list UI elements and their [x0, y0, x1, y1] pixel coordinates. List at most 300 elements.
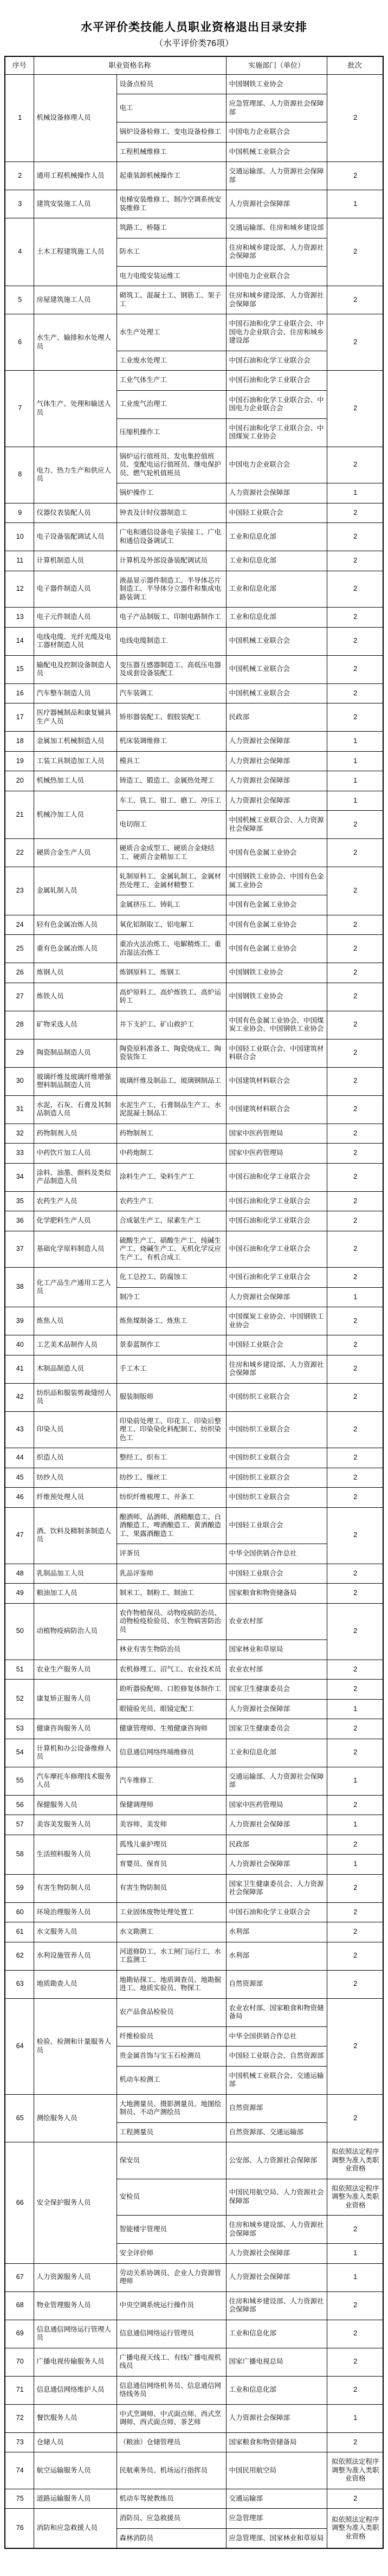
category-cell: 矿物采选人员	[34, 1011, 117, 1039]
row-number-cell: 71	[5, 2376, 34, 2404]
batch-cell: 2	[327, 314, 383, 371]
department-cell: 中国纺织工业联合会	[226, 1488, 327, 1508]
jobs-cell: 硫酸生产工、硝酸生产工、纯碱生产工、烧碱生产工、无机化学反应生产工、有机合成工	[117, 1231, 226, 1268]
category-cell: 玻璃纤维及玻璃纤维增强塑料制品制造人员	[34, 1067, 117, 1095]
table-row	[5, 1383, 383, 1411]
table-row	[5, 2489, 383, 2509]
row-number-cell: 44	[5, 1448, 34, 1468]
jobs-cell: 广电和通信设备电子装接工、广电和通信设备调试工	[117, 523, 226, 551]
table-row	[5, 1564, 383, 1584]
batch-cell: 1	[327, 791, 383, 811]
department-cell: 工业和信息化部	[226, 1739, 327, 1767]
jobs-cell: 机动车检测工	[117, 2066, 226, 2094]
jobs-cell: 防水工	[117, 238, 226, 266]
jobs-cell: 中药炮制工	[117, 1144, 226, 1164]
table-row	[5, 1335, 383, 1355]
jobs-cell: 重冶火法冶炼工、电解精炼工、重冶湿法冶炼工	[117, 935, 226, 963]
jobs-cell: 工业废气治理工	[117, 390, 226, 418]
jobs-cell: 工程测量员	[117, 2122, 226, 2142]
department-cell: 中国轻工业联合会、自然资源部	[226, 2046, 327, 2067]
department-cell: 国家卫生健康委员会	[226, 1680, 327, 1700]
table-row	[5, 2320, 383, 2348]
department-cell: 应急管理部、国家林业和草原局	[226, 2528, 327, 2548]
table-row	[5, 503, 383, 523]
batch-cell: 2	[327, 867, 383, 915]
table-row	[5, 1942, 383, 1970]
batch-cell: 2	[327, 1448, 383, 1468]
jobs-cell: 计算机及外部设备装配调试员	[117, 551, 226, 571]
row-number-cell: 76	[5, 2509, 34, 2549]
table-row	[5, 2094, 383, 2122]
batch-cell: 2	[327, 503, 383, 523]
table-row	[5, 2376, 383, 2404]
department-cell: 中国建筑材料联合会	[226, 1095, 327, 1124]
batch-cell: 2	[327, 983, 383, 1011]
category-cell: 炼铁人员	[34, 983, 117, 1011]
batch-cell: 2	[327, 1603, 383, 1660]
row-number-cell: 65	[5, 2094, 34, 2142]
jobs-cell: 高炉原料工、高炉炼铁工、高炉运转工	[117, 983, 226, 1011]
row-number-cell: 73	[5, 2432, 34, 2452]
jobs-cell: 水生产处理工	[117, 314, 226, 351]
table-row	[5, 2509, 383, 2529]
row-number-cell: 53	[5, 1719, 34, 1739]
table-row	[5, 627, 383, 655]
jobs-cell: 硬质合金成型工、硬质合金烧结工、硬质合金精加工工	[117, 839, 226, 867]
department-cell: 中国民用航空局、人力资源社会保障部	[226, 2179, 327, 2216]
jobs-cell: 制米工、制粉工、制油工	[117, 1584, 226, 1604]
category-cell: 机械冷加工人员	[34, 791, 117, 839]
batch-cell: 拟依照法定程序调整为准入类职业资格	[327, 2179, 383, 2216]
department-cell: 交通运输部、人力资源社会保障部	[226, 162, 327, 190]
batch-cell: 拟依照法定程序调整为准入类职业资格	[327, 2509, 383, 2549]
batch-cell: 2	[327, 1584, 383, 1604]
row-number-cell: 3	[5, 190, 34, 218]
jobs-cell: 服装制版师	[117, 1383, 226, 1411]
row-number-cell: 19	[5, 751, 34, 771]
jobs-cell: 电工	[117, 94, 226, 122]
row-number-cell: 12	[5, 571, 34, 608]
batch-cell: 2	[327, 1922, 383, 1942]
department-cell: 民政部	[226, 1835, 327, 1855]
department-cell: 中国轻工业联合会	[226, 1564, 327, 1584]
jobs-cell: 水泥生产工、石膏制品生产工、水泥混凝土制品工	[117, 1095, 226, 1124]
department-cell: 住房和城乡建设部、人力资源社会保障部	[226, 2216, 327, 2244]
table-row	[5, 915, 383, 935]
row-number-cell: 22	[5, 839, 34, 867]
category-cell: 炼焦人员	[34, 1307, 117, 1335]
jobs-cell: 变压器互感器制造工、高低压电器及成套设备装配工	[117, 655, 226, 683]
jobs-cell: 广播电视天线工、有线广播电视机线员	[117, 2348, 226, 2376]
category-cell: 基础化学原料制造人员	[34, 1231, 117, 1268]
row-number-cell: 4	[5, 218, 34, 286]
jobs-cell: 农机修理工、沼气工、农业技术员	[117, 1660, 226, 1680]
department-cell: 中国有色金属工业协会	[226, 935, 327, 963]
category-cell: 乳制品加工人员	[34, 1564, 117, 1584]
jobs-cell: 信息通信网络运行管理员	[117, 2320, 226, 2348]
jobs-cell: 金属挤压工、铸轧工	[117, 895, 226, 915]
jobs-cell: 压缩机操作工	[117, 418, 226, 447]
jobs-cell: 井下支护工、矿山救护工	[117, 1011, 226, 1039]
batch-cell: 2	[327, 1268, 383, 1288]
table-row	[5, 1124, 383, 1144]
department-cell: 国家卫生健康委员会	[226, 1719, 327, 1739]
batch-cell: 2	[327, 74, 383, 162]
batch-cell: 2	[327, 608, 383, 628]
batch-cell: 2	[327, 1124, 383, 1144]
category-cell: 水利设施管养人员	[34, 1942, 117, 1970]
batch-cell: 2	[327, 1680, 383, 1700]
table-row	[5, 1767, 383, 1795]
batch-cell: 2	[327, 1211, 383, 1231]
jobs-cell: 农作物植保员、动物疫病防治员、动物检疫检验员、水生物病害防治员	[117, 1603, 226, 1640]
category-cell: 计算机和办公设备维修人员	[34, 1739, 117, 1767]
row-number-cell: 58	[5, 1835, 34, 1874]
category-cell: 安全保护服务人员	[34, 2142, 117, 2264]
category-cell: 汽车整车制造人员	[34, 683, 117, 703]
table-row	[5, 1719, 383, 1739]
table-row	[5, 839, 383, 867]
category-cell: 航空运输服务人员	[34, 2452, 117, 2489]
category-cell: 信息通信网络维护人员	[34, 2376, 117, 2404]
table-row	[5, 1922, 383, 1942]
table-row	[5, 314, 383, 351]
category-cell: 土木工程建筑施工人员	[34, 218, 117, 286]
row-number-cell: 7	[5, 371, 34, 447]
table-row	[5, 1815, 383, 1835]
table-row	[5, 2404, 383, 2432]
jobs-cell: （粮油）仓储管理员	[117, 2432, 226, 2452]
category-cell: 纺织品和服装剪裁缝纫人员	[34, 1383, 117, 1411]
table-row	[5, 2452, 383, 2489]
department-cell: 人力资源社会保障部	[226, 1815, 327, 1835]
department-cell: 自然资源部	[226, 1970, 327, 1998]
qualification-table	[4, 56, 384, 2549]
jobs-cell: 地勘钻探工、地质调查员、地勘掘进工、地质实验员、物探工	[117, 1970, 226, 1998]
batch-cell: 1	[327, 1699, 383, 1719]
row-number-cell: 14	[5, 627, 34, 655]
table-header-row	[5, 56, 383, 74]
batch-cell: 2	[327, 935, 383, 963]
category-cell: 陶瓷制品制造人员	[34, 1039, 117, 1067]
jobs-cell: 中式烹调师、中式面点师、西式烹调师、西式面点师、茶艺师	[117, 2404, 226, 2432]
department-cell: 中国石油和化学工业联合会、中国煤炭工业协会	[226, 418, 327, 447]
header-department: 实施部门（单位）	[226, 56, 327, 74]
jobs-cell: 轧制原料工、金属轧制工、金属材热处理工、金属材精整工	[117, 867, 226, 895]
jobs-cell: 工业气体生产工	[117, 371, 226, 391]
row-number-cell: 39	[5, 1307, 34, 1335]
department-cell: 中国电力企业联合会	[226, 447, 327, 483]
table-row	[5, 2291, 383, 2320]
batch-cell: 2	[327, 1191, 383, 1211]
row-number-cell: 42	[5, 1383, 34, 1411]
category-cell: 医疗器械制品和康复辅具生产人员	[34, 703, 117, 732]
jobs-cell: 河道修防工、水工闸门运行工、水工监测工	[117, 1942, 226, 1970]
page-subtitle: （水平评价类76项）	[154, 39, 234, 48]
category-cell: 炼钢人员	[34, 963, 117, 983]
row-number-cell: 56	[5, 1795, 34, 1815]
row-number-cell: 26	[5, 963, 34, 983]
department-cell: 国家卫生健康委员会、人力资源社会保障部	[226, 1874, 327, 1902]
batch-cell: 2	[327, 1307, 383, 1335]
category-cell: 电子元件制造人员	[34, 608, 117, 628]
row-number-cell: 23	[5, 867, 34, 915]
batch-cell: 2	[327, 1998, 383, 2094]
category-cell: 汽车摩托车修理技术服务人员	[34, 1767, 117, 1795]
table-row	[5, 2263, 383, 2291]
page-title: 水平评价类技能人员职业资格退出目录安排	[81, 21, 307, 34]
batch-cell: 1	[327, 1855, 383, 1875]
row-number-cell: 72	[5, 2404, 34, 2432]
jobs-cell: 铸造工、锻造工、金属热处理工	[117, 771, 226, 791]
batch-cell: 2	[327, 551, 383, 571]
jobs-cell: 手工木工	[117, 1355, 226, 1383]
table-header	[5, 56, 383, 74]
batch-cell: 2	[327, 683, 383, 703]
batch-cell: 1	[327, 190, 383, 218]
row-number-cell: 20	[5, 771, 34, 791]
row-number-cell: 24	[5, 915, 34, 935]
category-cell: 道路运输服务人员	[34, 2489, 117, 2509]
category-cell: 保健服务人员	[34, 1795, 117, 1815]
category-cell: 动植物疫病防治人员	[34, 1603, 117, 1660]
jobs-cell: 起重装卸机械操作工	[117, 162, 226, 190]
department-cell: 中国钢铁工业协会	[226, 74, 327, 94]
category-cell: 涂料、油墨、颜料及类似产品制造人员	[34, 1163, 117, 1191]
category-cell: 建筑安装施工人员	[34, 190, 117, 218]
table-row	[5, 1231, 383, 1268]
table-row	[5, 935, 383, 963]
jobs-cell: 模具工	[117, 751, 226, 771]
jobs-cell: 劳动关系协调员、企业人力资源管理师	[117, 2263, 226, 2291]
category-cell: 消防和应急救援人员	[34, 2509, 117, 2549]
category-cell: 输配电及控制设备制造人员	[34, 655, 117, 683]
jobs-cell: 安检员	[117, 2179, 226, 2216]
table-row	[5, 1191, 383, 1211]
jobs-cell: 林业有害生物防治员	[117, 1640, 226, 1660]
jobs-cell: 保健调理师	[117, 1795, 226, 1815]
batch-cell: 2	[327, 2216, 383, 2244]
category-cell: 康复矫正服务人员	[34, 1680, 117, 1719]
category-cell: 纤维预处理人员	[34, 1488, 117, 1508]
department-cell: 中国煤炭工业协会、中国钢铁工业协会	[226, 1307, 327, 1335]
category-cell: 工装工具制造加工人员	[34, 751, 117, 771]
table-row	[5, 1268, 383, 1288]
department-cell: 人力资源社会保障部	[226, 2244, 327, 2264]
batch-cell: 2	[327, 811, 383, 839]
jobs-cell: 合成氨生产工、尿素生产工	[117, 1211, 226, 1231]
jobs-cell: 化工总控工、防腐蚀工	[117, 1268, 226, 1288]
table-row	[5, 1660, 383, 1680]
department-cell: 工业和信息化部	[226, 523, 327, 551]
batch-cell: 2	[327, 286, 383, 314]
department-cell: 中国民用航空局	[226, 2452, 327, 2489]
batch-cell: 2	[327, 1660, 383, 1680]
jobs-cell: 农产品食品检验员	[117, 1998, 226, 2026]
department-cell: 国家中医药管理局	[226, 1795, 327, 1815]
jobs-cell: 纺织纤维梳理工、并条工	[117, 1488, 226, 1508]
batch-cell: 2	[327, 1011, 383, 1039]
row-number-cell: 75	[5, 2489, 34, 2509]
category-cell: 水生产、输排和水处理人员	[34, 314, 117, 371]
jobs-cell: 景泰蓝制作工	[117, 1335, 226, 1355]
table-row	[5, 571, 383, 608]
table-row	[5, 551, 383, 571]
jobs-cell: 电子产品制版工、印制电路制作工	[117, 608, 226, 628]
category-cell: 电力、热力生产和供应人员	[34, 447, 117, 503]
jobs-cell: 锅炉操作工	[117, 483, 226, 503]
batch-cell: 1	[327, 483, 383, 503]
batch-cell: 2	[327, 655, 383, 683]
jobs-cell: 炼钢原料工、炼钢工	[117, 963, 226, 983]
jobs-cell: 电梯安装维修工、制冷空调系统安装维修工	[117, 190, 226, 218]
department-cell: 交通运输部、人力资源社会保障部	[226, 1767, 327, 1795]
table-row	[5, 1874, 383, 1902]
category-cell: 木制品制造人员	[34, 1355, 117, 1383]
department-cell: 人力资源社会保障部	[226, 2404, 327, 2432]
row-number-cell: 2	[5, 162, 34, 190]
jobs-cell: 液晶显示器件制造工、半导体芯片制造工、半导体分立器件和集成电路装调工	[117, 571, 226, 608]
batch-cell: 2	[327, 447, 383, 483]
category-cell: 地质勘查人员	[34, 1970, 117, 1998]
row-number-cell: 55	[5, 1767, 34, 1795]
jobs-cell: 锅炉设备检修工、变电设备检修工	[117, 122, 226, 143]
batch-cell: 2	[327, 1795, 383, 1815]
category-cell: 物业管理服务人员	[34, 2291, 117, 2320]
batch-cell: 2	[327, 1564, 383, 1584]
jobs-cell: 乳品评鉴师	[117, 1564, 226, 1584]
department-cell: 交通运输部、住房和城乡建设部	[226, 218, 327, 238]
batch-cell: 1	[327, 1815, 383, 1835]
category-cell: 房屋建筑施工人员	[34, 286, 117, 314]
row-number-cell: 47	[5, 1507, 34, 1564]
department-cell: 中国石油和化学工业联合会	[226, 1231, 327, 1268]
batch-cell: 2	[327, 1507, 383, 1564]
batch-cell: 2	[327, 2320, 383, 2348]
department-cell: 中国纺织工业联合会	[226, 1383, 327, 1411]
row-number-cell: 21	[5, 791, 34, 839]
department-cell: 中国石油和化学工业联合会	[226, 1268, 327, 1288]
table-row	[5, 1584, 383, 1604]
table-row	[5, 523, 383, 551]
row-number-cell: 67	[5, 2263, 34, 2291]
jobs-cell: 工业固体废物处理处置工	[117, 1902, 226, 1922]
table-row	[5, 1970, 383, 1998]
row-number-cell: 60	[5, 1902, 34, 1922]
row-number-cell: 61	[5, 1922, 34, 1942]
jobs-cell: 砌筑工、混凝土工、钢筋工、架子工	[117, 286, 226, 314]
category-cell: 餐饮服务人员	[34, 2404, 117, 2432]
department-cell: 交通运输部	[226, 2489, 327, 2509]
table-row	[5, 963, 383, 983]
jobs-cell: 玻璃纤维及制品工、玻璃钢制品工	[117, 1067, 226, 1095]
department-cell: 中国轻工业联合会	[226, 503, 327, 523]
category-cell: 中药饮片加工人员	[34, 1144, 117, 1164]
batch-cell: 1	[327, 2244, 383, 2264]
jobs-cell: 保安员	[117, 2142, 226, 2179]
department-cell: 公安部、人力资源社会保障部	[226, 2142, 327, 2179]
category-cell: 有害生物防制人员	[34, 1874, 117, 1902]
department-cell: 住房和城乡建设部、人力资源社会保障部	[226, 2291, 327, 2320]
department-cell: 中国有色金属工业协会、中国煤炭工业协会、中国钢铁工业协会	[226, 1011, 327, 1039]
jobs-cell: 健康管理师、生殖健康咨询师	[117, 1719, 226, 1739]
category-cell: 电子器件制造人员	[34, 571, 117, 608]
department-cell: 中国石油和化学工业联合会	[226, 351, 327, 371]
jobs-cell: 电切削工	[117, 811, 226, 839]
batch-cell: 1	[327, 2263, 383, 2291]
jobs-cell: 森林消防员	[117, 2528, 226, 2548]
category-cell: 电线电缆、光纤光缆及电工器材制造人员	[34, 627, 117, 655]
batch-cell: 2	[327, 1067, 383, 1095]
table-row	[5, 190, 383, 218]
table-row	[5, 1795, 383, 1815]
department-cell: 中国纺织工业联合会	[226, 1448, 327, 1468]
department-cell: 中国纺织工业联合会	[226, 1411, 327, 1448]
category-cell: 金属轧制人员	[34, 867, 117, 915]
jobs-cell: 氧化铝制取工、铝电解工	[117, 915, 226, 935]
batch-cell: 2	[327, 1835, 383, 1855]
category-cell: 生活照料服务人员	[34, 1835, 117, 1874]
department-cell: 国家中医药管理局	[226, 1144, 327, 1164]
table-row	[5, 1067, 383, 1095]
jobs-cell: 评茶员	[117, 1544, 226, 1564]
jobs-cell: 药物制剂工	[117, 1124, 226, 1144]
batch-cell: 2	[327, 963, 383, 983]
department-cell: 中国有色金属工业协会	[226, 915, 327, 935]
row-number-cell: 28	[5, 1011, 34, 1039]
jobs-cell: 大地测量员、摄影测量员、地图绘制员、不动产测绘员	[117, 2094, 226, 2122]
row-number-cell: 10	[5, 523, 34, 551]
row-number-cell: 38	[5, 1268, 34, 1307]
jobs-cell: 炼焦煤制备工、炼焦工	[117, 1307, 226, 1335]
department-cell: 中国机械工业联合会	[226, 627, 327, 655]
category-cell: 重有色金属冶炼人员	[34, 935, 117, 963]
category-cell: 农业生产服务人员	[34, 1660, 117, 1680]
jobs-cell: 信息通信网络终端维修员	[117, 1739, 226, 1767]
category-cell: 人力资源服务人员	[34, 2263, 117, 2291]
department-cell: 人力资源社会保障部	[226, 1699, 327, 1719]
jobs-cell: 智能楼宇管理员	[117, 2216, 226, 2244]
category-cell: 电子设备装配调试人员	[34, 523, 117, 551]
department-cell: 中国石油和化学工业联合会	[226, 1211, 327, 1231]
department-cell: 中国有色金属工业协会	[226, 839, 327, 867]
table-row	[5, 218, 383, 238]
jobs-cell: 纤维检验员	[117, 2026, 226, 2046]
category-cell: 硬质合金生产人员	[34, 839, 117, 867]
row-number-cell: 45	[5, 1468, 34, 1488]
table-row	[5, 447, 383, 483]
department-cell: 民政部	[226, 703, 327, 732]
batch-cell: 1	[327, 2404, 383, 2432]
table-row	[5, 791, 383, 811]
department-cell: 中国机械工业联合会、交通运输部	[226, 2066, 327, 2094]
category-cell: 计算机制造人员	[34, 551, 117, 571]
jobs-cell: 电线电缆制造工	[117, 627, 226, 655]
category-cell: 环境治理服务人员	[34, 1902, 117, 1922]
department-cell: 中国石油和化学工业联合会	[226, 1191, 327, 1211]
table-row	[5, 771, 383, 791]
batch-cell: 拟依照法定程序调整为准入类职业资格	[327, 2452, 383, 2489]
jobs-cell: 孤残儿童护理员	[117, 1835, 226, 1855]
batch-cell: 2	[327, 2291, 383, 2320]
category-cell: 机械设备修理人员	[34, 74, 117, 162]
batch-cell: 2	[327, 1039, 383, 1067]
table-row	[5, 683, 383, 703]
jobs-cell: 汽车装调工	[117, 683, 226, 703]
table-row	[5, 2348, 383, 2376]
table-row	[5, 1507, 383, 1544]
table-row	[5, 867, 383, 895]
